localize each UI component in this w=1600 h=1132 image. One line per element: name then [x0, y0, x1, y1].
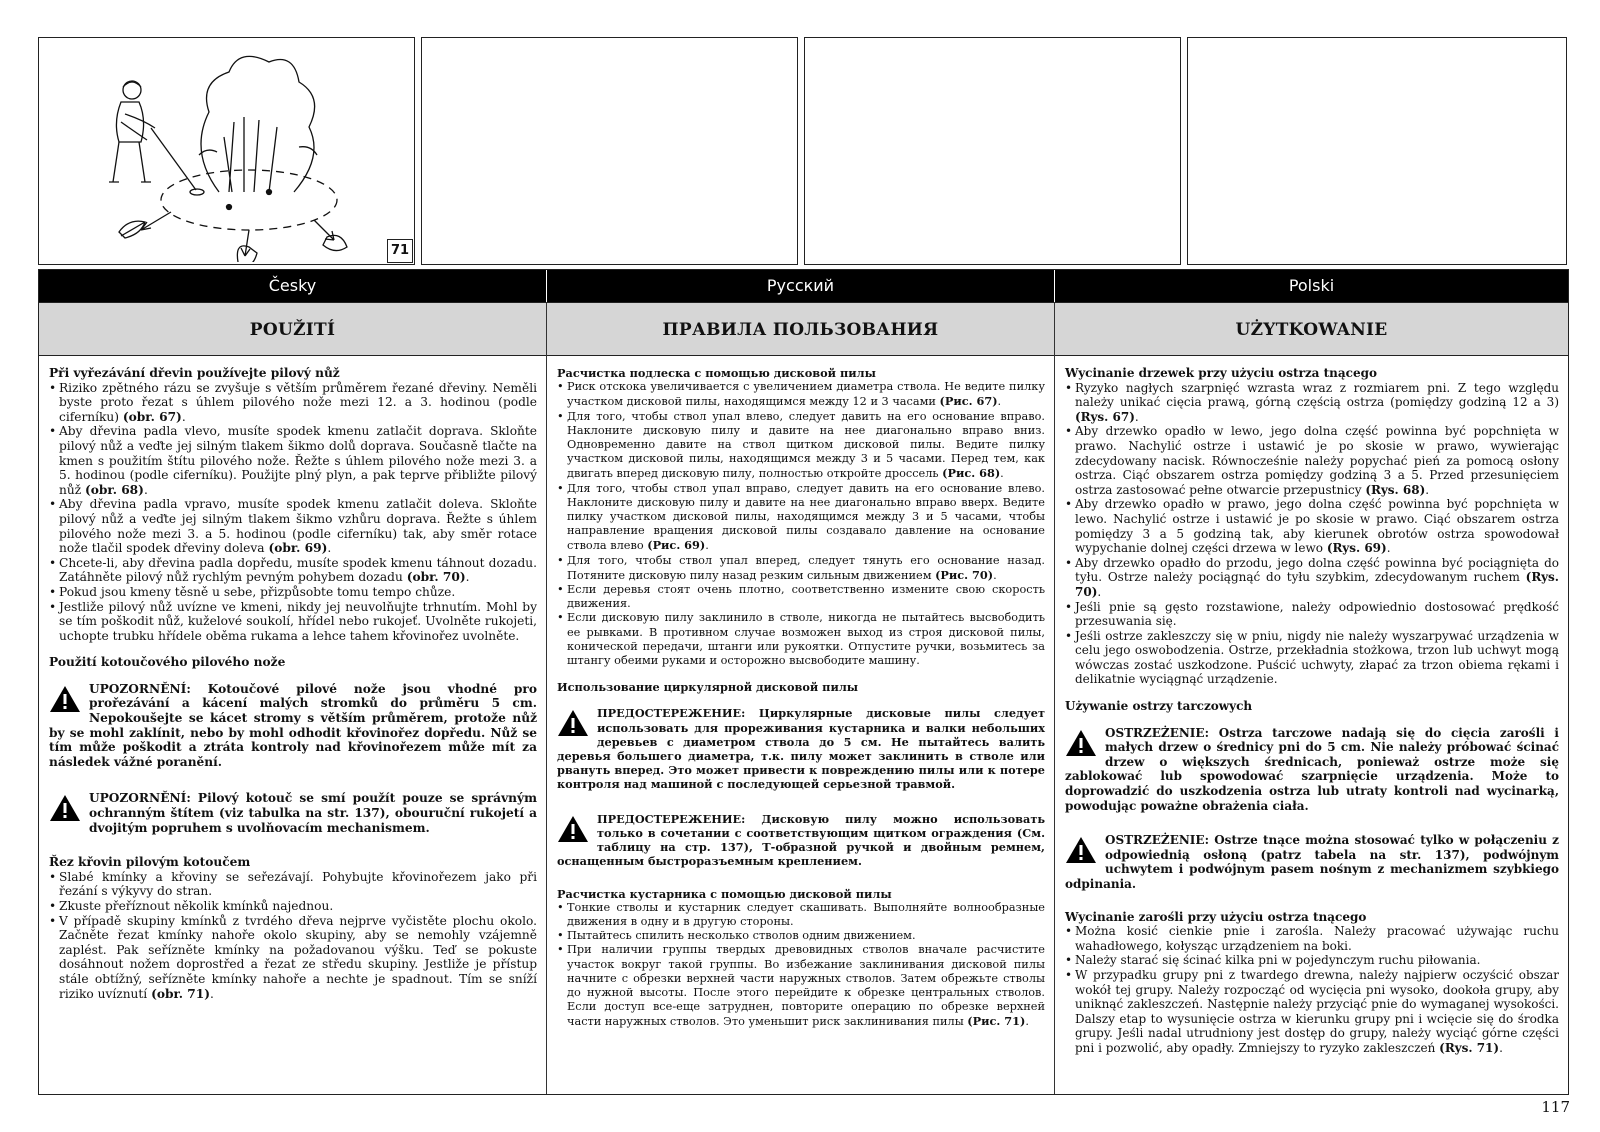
language-header: Русский [546, 270, 1054, 302]
list-item [1065, 629, 1559, 687]
item-text: Для того, чтобы ствол упал вперед, следует тянуть его основание назад. Потяните дисковую пилу назад резким сильным движением [567, 553, 1045, 582]
list-item [1065, 381, 1559, 425]
figure-reference: (obr. 67) [122, 409, 182, 424]
figure-74-empty [1187, 37, 1567, 265]
list-item [1065, 968, 1559, 1056]
warning-text: OSTRZEŻENIE: Ostrza tarczowe nadają się do cięcia zarośli i małych drzew o średnicy pni do 5 cm. Nie należy próbować ścinać drzew o większych średnicach, ponieważ ostrze może się zablokować lub spowodować szarpnięcie urządzenia. Może to doprowadzić do uszkodzenia ostrza lub utraty kontroli nad wycinarką, powodując poważne obrażenia ciała. [1065, 725, 1559, 813]
figure-reference: (Rys. 67) [1075, 409, 1135, 424]
item-punct: . [997, 395, 1002, 409]
language-header: Polski [1054, 270, 1568, 302]
list-item [49, 381, 537, 425]
item-text: Пытайтесь спилить несколько стволов одним движением. [567, 929, 916, 943]
list-item [49, 585, 537, 600]
list-item [1065, 497, 1559, 555]
list-item [557, 943, 1045, 1029]
item-text: Aby dřevina padla vlevo, musíte spodek kmenu zatlačit doprava. Skloňte pilový nůž a veďte jej silným tlakem šikmo dolů doprava. Současně tlačte na kmen s použitím štítu pilového nože. Řežte s úhlem pilového nože mezi 3. a 5. hodinou (podle ciferníku). Použijte plný plyn, a pak teprve přibližte pilový nůž [59, 424, 537, 497]
list-item [1065, 600, 1559, 629]
item-punct: . [1499, 1040, 1503, 1055]
figure-72-empty [421, 37, 798, 265]
item-text: Если дисковую пилу заклинило в стволе, никогда не пытайтесь высвободить ее рывками. В противном случае возможен выход из строя дисковой пилы, конической передачи, штанги или рукоятки. Отпустите ручки, возьмитесь за штангу обеими руками и осторожно высвободите машину. [567, 611, 1045, 668]
item-text: Chcete-li, aby dřevina padla dopředu, musíte spodek kmenu táhnout dozadu. Zatáhněte pilový nůž rychlým pevným pohybem dozadu [59, 555, 537, 585]
item-text: Тонкие стволы и кустарник следует скашивать. Выполняйте волнообразные движения в одну и в другую стороны. [567, 900, 1045, 928]
figure-reference: (Рис. 69) [647, 538, 706, 553]
list-item [1065, 953, 1559, 968]
figure-reference: (Rys. 68) [1365, 482, 1426, 497]
item-text: Aby drzewko opadło w prawo, jego dolna część powinna być popchnięta w lewo. Nachylić ostrze i ustawić je po skosie w prawo. Ciąć obszarem ostrza pomiędzy 3 a 5 godziną tak, aby kierunek obrotów ostrza spowodował wypychanie dolnej części drzewa w lewo [1075, 497, 1559, 556]
section-title: POUŽITÍ [39, 302, 546, 356]
instruction-list [1065, 924, 1559, 1055]
list-item [557, 929, 1045, 943]
figure-reference: (Рис. 71) [967, 1014, 1026, 1029]
warning-block [557, 812, 1045, 869]
item-text: Для того, чтобы ствол упал вправо, следует давить на его основание влево. Наклоните дисковую пилу и давите на нее диагонально вправо вверх. Ведите пилку участком дисковой пилы, находящимся между 3 и 5 часами, чтобы направление вращения дисковой пилы создавало давление на основание ствола влево [567, 481, 1045, 553]
list-item [49, 600, 537, 644]
item-text: Jestliže pilový nůž uvízne ve kmeni, nikdy jej neuvolňujte trhnutím. Mohl by se tím poškodit nůž, kuželové soukolí, hřídel nebo rukojeť. Uvolněte rukojeti, uchopte trubku hřídele oběma rukama a lehce tahem křovinořez uvolněte. [59, 599, 537, 643]
list-item [49, 497, 537, 555]
subsection-heading: Расчистка кустарника с помощью дисковой пилы [557, 886, 892, 901]
column-czech [39, 270, 546, 1094]
figure-reference: (Rys. 70) [1075, 570, 1559, 599]
figure-reference: (obr. 71) [151, 986, 210, 1001]
figure-reference: (Рис. 70) [935, 567, 994, 582]
item-text: Aby drzewko opadło do przodu, jego dolna część powinna być pociągnięta do tyłu. Ostrze należy pociągnąć do tyłu szybkim, zdecydowanym ruchem [1075, 555, 1559, 585]
list-item [557, 410, 1045, 482]
item-punct: . [1000, 467, 1004, 481]
item-punct: . [1386, 541, 1391, 556]
figure-reference: (Рис. 67) [939, 394, 998, 409]
warning-text: UPOZORNĚNÍ: Pilový kotouč se smí použít pouze se správným ochranným štítem (viz tabulka na str. 137), obouruční rukojetí a dvojitým popruhem s uvolňovacím mechanismem. [89, 791, 537, 835]
figure-reference: (obr. 69) [268, 541, 328, 556]
item-punct: . [1425, 482, 1430, 497]
section-title: UŻYTKOWANIE [1055, 302, 1568, 356]
subsection-heading: Использование циркулярной дисковой пилы [557, 680, 859, 695]
item-text: Aby drzewko opadło w lewo, jego dolna część powinna być popchnięta w prawo. Nachylić ostrze i ustawić je po skosie w prawo, wywierając zdecydowany nacisk. Równocześnie należy popychać pień za pomocą osłony ostrza. Ciąć obszarem ostrza pomiędzy godziną 3 a 5. Przed przesunięciem ostrza zastosować pełne otwarcie przepustnicy [1075, 424, 1559, 497]
subsection-heading: Używanie ostrzy tarczowych [1065, 699, 1253, 714]
warning-text: OSTRZEŻENIE: Ostrze tnące można stosować tylko w połączeniu z odpowiednią osłoną (patrz tabela na str. 137), podwójnym uchwytem i podwójnym pasem nośnym z mechanizmem szybkiego odpinania. [1065, 833, 1559, 891]
page-number: 117 [1541, 1098, 1570, 1116]
subsection-heading: Řez křovin pilovým kotoučem [49, 855, 251, 870]
figure-73-empty [804, 37, 1181, 265]
item-text: Zkuste přeříznout několik kmínků najednou. [59, 899, 334, 913]
item-text: Риск отскока увеличивается с увеличением диаметра ствола. Не ведите пилку участком дисковой пилы, находящимся между 12 и 3 часами [567, 380, 1045, 409]
list-item [557, 583, 1045, 611]
warning-block [49, 791, 537, 835]
list-item [557, 611, 1045, 668]
list-item [49, 424, 537, 497]
brush-cutting-illustration [99, 42, 349, 262]
subsection-heading: Расчистка подлеска с помощью дисковой пилы [557, 366, 876, 380]
language-header: Česky [39, 270, 546, 302]
subsection-heading: Při vyřezávání dřevin používejte pilový nůž [49, 366, 340, 380]
item-punct: . [705, 539, 709, 553]
list-item [1065, 924, 1559, 953]
item-text: Jeśli pnie są gęsto rozstawione, należy odpowiednio dostosować prędkość przesuwania się. [1075, 599, 1559, 629]
figure-reference: (obr. 70) [406, 570, 466, 585]
figure-reference: (Rys. 69) [1326, 541, 1387, 556]
item-punct: . [181, 409, 186, 424]
column-body [1055, 356, 1568, 1056]
item-punct: . [1134, 409, 1139, 424]
warning-icon [557, 709, 589, 737]
figure-reference: (Rys. 71) [1439, 1040, 1500, 1055]
figure-71 [38, 37, 415, 265]
list-item [49, 556, 537, 585]
item-text: Jeśli ostrze zakleszczy się w pniu, nigdy nie należy wyszarpywać urządzenia w celu jego oswobodzenia. Ostrze, przekładnia stożkowa, trzon lub uchwyt mogą wówczas zostać uszkodzone. Puścić uchwyty, złapać za trzon obiema rękami i delikatnie wyciągnąć urządzenie. [1075, 628, 1559, 687]
warning-text: UPOZORNĚNÍ: Kotoučové pilové nože jsou vhodné pro prořezávání a kácení malých stromků do průměru 5 cm. Nepokoušejte se kácet stromy s větším průměrem, protože nůž by se mohl zaklínit, nebo by mohl odhodit křovinořez dopředu. Nůž se tím může poškodit a ztráta kontroly nad křovinořezem může mít za následek vážné poranění. [49, 681, 537, 769]
list-item [49, 870, 537, 899]
item-text: При наличии группы твердых древовидных стволов вначале расчистите участок вокруг такой группы. Во избежание заклинивания дисковой пилы начните с обрезки верхней части наружных стволов. Затем обрежьте стволы до нужной высоты. После этого перейдите к обрезке центральных стволов. Если доступ все-еще затруднен, повторите операцию по обрезке верхней части наружных стволов. Это уменьшит риск заклинивания пилы [567, 943, 1045, 1029]
item-text: Pokud jsou kmeny těsně u sebe, přizpůsobte tomu tempo chůze. [59, 584, 456, 599]
warning-icon [1065, 836, 1097, 864]
item-text: Można kosić cienkie pnie i zarośla. Należy pracować używając ruchu wahadłowego, kołysząc urządzeniem na boki. [1075, 924, 1559, 953]
item-text: Aby dřevina padla vpravo, musíte spodek kmenu zatlačit doleva. Skloňte pilový nůž a veďte jej silným tlakem šikmo vzhůru doprava. Řežte s úhlem pilového nože mezi 3. a 5. hodinou (podle ciferníku) tak, aby směr rotace nože tlačil spodek dřeviny doleva [59, 497, 537, 556]
section-title: ПРАВИЛА ПОЛЬЗОВАНИЯ [547, 302, 1054, 356]
item-text: W przypadku grupy pni z twardego drewna, należy najpierw oczyścić obszar wokół tej grupy. Należy rozpocząć od wycięcia pni wysoko, dookoła grupy, aby uniknąć zakleszczeń. Następnie należy przyciąć pnie do wymaganej wysokości. Dalszy etap to wysunięcie ostrza w kierunku grupy pni i wcięcie się do środka grupy. Jeśli nadal utrudniony jest dostęp do grupy, należy wyciąć górne części pni i pozwolić, aby opadły. Zmniejszy to ryzyko zakleszczeń [1075, 967, 1559, 1055]
instruction-list [557, 901, 1045, 1030]
column-body [39, 356, 546, 1001]
figure-reference: (Рис. 68) [942, 466, 1001, 481]
instruction-list [49, 870, 537, 1001]
item-punct: . [327, 541, 332, 556]
list-item [557, 482, 1045, 554]
item-punct: . [210, 986, 214, 1001]
list-item [557, 554, 1045, 583]
warning-icon [1065, 729, 1097, 757]
warning-block [1065, 726, 1559, 814]
warning-icon [557, 815, 589, 843]
warning-icon [49, 794, 81, 822]
item-text: Slabé kmínky a křoviny se seřezávají. Pohybujte křovinořezem jako při řezání s výkyvy do stran. [59, 869, 537, 899]
warning-block [557, 706, 1045, 791]
item-punct: . [465, 570, 470, 585]
warning-icon [49, 685, 81, 713]
item-text: Ryzyko nagłych szarpnięć wzrasta wraz z rozmiarem pni. Z tego względu należy unikać cięcia prawą, górną częścią ostrza (pomiędzy godziną 12 a 3) [1075, 380, 1559, 410]
column-polish [1054, 270, 1568, 1094]
figure-row [38, 37, 1568, 265]
list-item [557, 901, 1045, 929]
list-item [557, 380, 1045, 409]
figure-reference: (obr. 68) [85, 482, 144, 497]
instruction-list [1065, 381, 1559, 687]
item-punct: . [1097, 584, 1102, 599]
warning-block [1065, 833, 1559, 891]
item-text: Для того, чтобы ствол упал влево, следует давить на его основание вправо. Наклоните дисковую пилу и давите на нее диагонально вправо вниз. Одновременно давите на ствол щитком дисковой пилы. Ведите пилку участком дисковой пилы, находящимся между 3 и 5 часами. Перед тем, как двигать вперед дисковую пилу, полностью откройте дроссель [567, 409, 1045, 481]
subsection-heading: Použití kotoučového pilového nože [49, 655, 286, 670]
list-item [49, 899, 537, 914]
warning-text: ПРЕДОСТЕРЕЖЕНИЕ: Циркулярные дисковые пилы следует использовать для прореживания кустарника и валки небольших деревьев с диаметром ствола до 5 см. Не пытайтесь валить деревья большего диаметра, т.к. пилу может заклинить в стволе или рвануть вперед. Это может привести к повреждению пилы или к потере контроля над машиной с последующей серьезной травмой. [557, 706, 1045, 792]
warning-text: ПРЕДОСТЕРЕЖЕНИЕ: Дисковую пилу можно использовать только в сочетании с соответствующим щитком ограждения (См. таблицу на стр. 137), Т-образной ручкой и двойным ремнем, оснащенным быстроразъемным креплением. [557, 811, 1045, 869]
item-punct: . [993, 568, 997, 582]
list-item [1065, 556, 1559, 600]
item-text: Если деревья стоят очень плотно, соответственно измените свою скорость движения. [567, 583, 1045, 611]
item-text: V případě skupiny kmínků z tvrdého dřeva nejprve vyčistěte plochu okolo. Začněte řezat kmínky nahoře okolo skupiny, aby se nemohly vzájemně zaplést. Pak seřízněte kmínky na požadovanou výšku. Teď se pokuste dosáhnout nožem doprostřed a řezat ze středu skupiny. Jestliže je přístup stále obtížný, seřízněte kmínky nahoře a nechte je spadnout. Tím se sníží riziko uvíznutí [59, 913, 537, 1001]
instruction-list [557, 380, 1045, 668]
column-russian [546, 270, 1054, 1094]
item-punct: . [1025, 1015, 1029, 1029]
item-punct: . [143, 482, 148, 497]
figure-number-71: 71 [387, 239, 413, 263]
item-text: Należy starać się ścinać kilka pni w pojedynczym ruchu piłowania. [1075, 953, 1481, 968]
instruction-list [49, 381, 537, 644]
warning-block [49, 682, 537, 770]
subsection-heading: Wycinanie drzewek przy użyciu ostrza tnącego [1065, 366, 1377, 380]
subsection-heading: Wycinanie zarośli przy użyciu ostrza tnącego [1065, 909, 1367, 924]
column-body [547, 356, 1054, 1030]
instructions-table [38, 269, 1569, 1095]
list-item [49, 914, 537, 1002]
list-item [1065, 424, 1559, 497]
item-text: Riziko zpětného rázu se zvyšuje s větším průměrem řezané dřeviny. Neměli byste proto řezat s úhlem pilového nože mezi 12. a 3. hodinou (podle ciferníku) [59, 380, 537, 424]
